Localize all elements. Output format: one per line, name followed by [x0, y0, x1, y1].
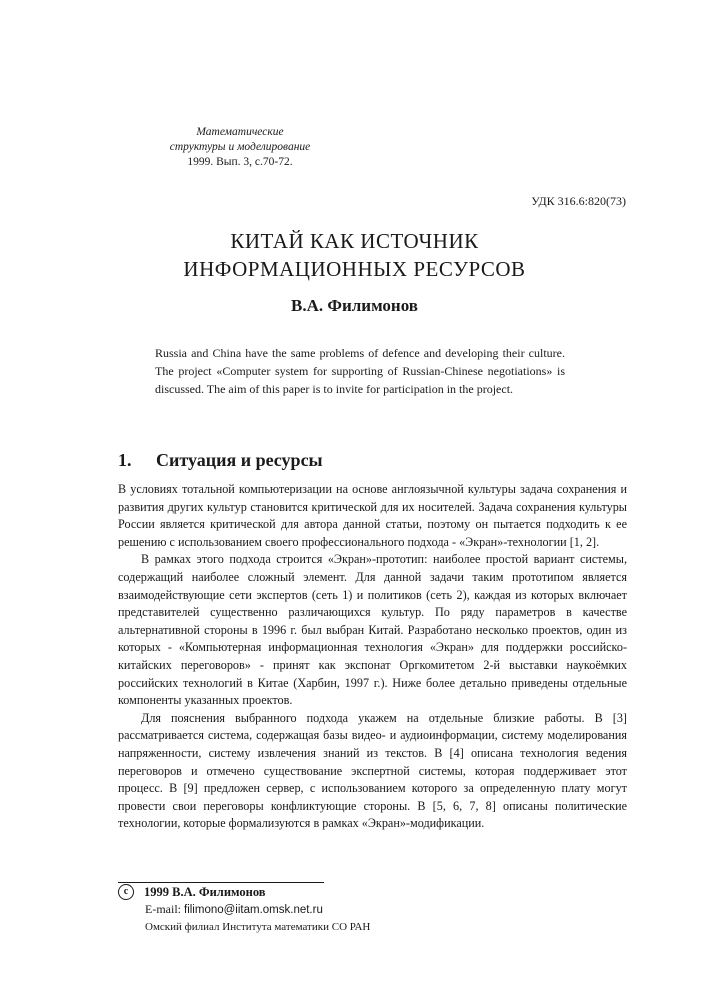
email-line: [145, 902, 323, 917]
email-address[interactable]: filimono@iitam.omsk.net.ru: [184, 904, 323, 916]
journal-name-line2: структуры и моделирование: [169, 141, 311, 153]
section-title: Ситуация и ресурсы: [156, 450, 323, 470]
paragraph: Для пояснения выбранного подхода укажем на отдельные близкие работы. В [3] рассматривается система, содержащая базы видео- и аудиоинформации, систему моделирования напряженности, систему извлечения знаний из текстов. В [4] описана технология ведения переговоров и отмечено существование экспертной системы, которая поддерживает этот процесс. В [9] предложен сервер, с использованием которого за определенную плату могут провести свои переговоры конфликтующие стороны. В [5, 6, 7, 8] описаны политические технологии, которые формализуются в рамках «Экран»-модификации.: [118, 710, 627, 831]
body-text: [118, 481, 627, 833]
journal-info: [120, 125, 360, 170]
section-heading: [118, 450, 323, 471]
journal-name-line1: Математические: [196, 126, 284, 138]
paper-title: [0, 227, 709, 283]
paper-title-line1: КИТАЙ КАК ИСТОЧНИК: [230, 229, 479, 253]
journal-issue: 1999. Вып. 3, с.70-72.: [187, 156, 293, 168]
paragraph: В условиях тотальной компьютеризации на основе англоязычной культуры задача сохранения и развития других культур становится критической для их носителей. Задача сохранения культуры России является критической для автора данной статьи, поэтому он пытается подходить к ее решению с использованием своего профессионального подхода - «Экран»-технологии [1, 2].: [118, 482, 627, 549]
copyright-line: [118, 884, 266, 900]
author-name: В.А. Филимонов: [290, 296, 418, 315]
copyright-text: 1999 В.А. Филимонов: [144, 884, 266, 899]
abstract: Russia and China have the same problems of defence and developing their culture. The project «Computer system for supporting of Russian-Chinese negotiations» is discussed. The aim of this paper is to invite for participation in the project.: [155, 346, 565, 396]
section-number: 1.: [118, 450, 132, 470]
paragraph: В рамках этого подхода строится «Экран»-прототип: наиболее простой вариант системы, содержащий наиболее сложный элемент. Для данной задачи таким прототипом является взаимодействующие сети экспертов (сеть 1) и политиков (сеть 2), каждая из которых включает представителей существенно различающихся культур. По ряду параметров в качестве альтернативной стороны в 1996 г. был выбран Китай. Разработано несколько проектов, один из которых - «Компьютерная информационная технология «Экран» для поддержки российско-китайских переговоров» - принят как экспонат Оргкомитетом 2-й выставки наукоёмких российских технологий в Китае (Харбин, 1997 г.). Ниже более детально приведены отдельные компоненты указанных проектов.: [118, 552, 627, 708]
email-label: E-mail:: [145, 902, 181, 916]
affiliation: Омский филиал Института математики СО РАН: [145, 921, 371, 933]
copyright-icon: c: [118, 884, 134, 900]
footnote-divider: [118, 882, 324, 883]
paper-title-line2: ИНФОРМАЦИОННЫХ РЕСУРСОВ: [183, 257, 526, 281]
udk-code: УДК 316.6:820(73): [531, 194, 626, 208]
